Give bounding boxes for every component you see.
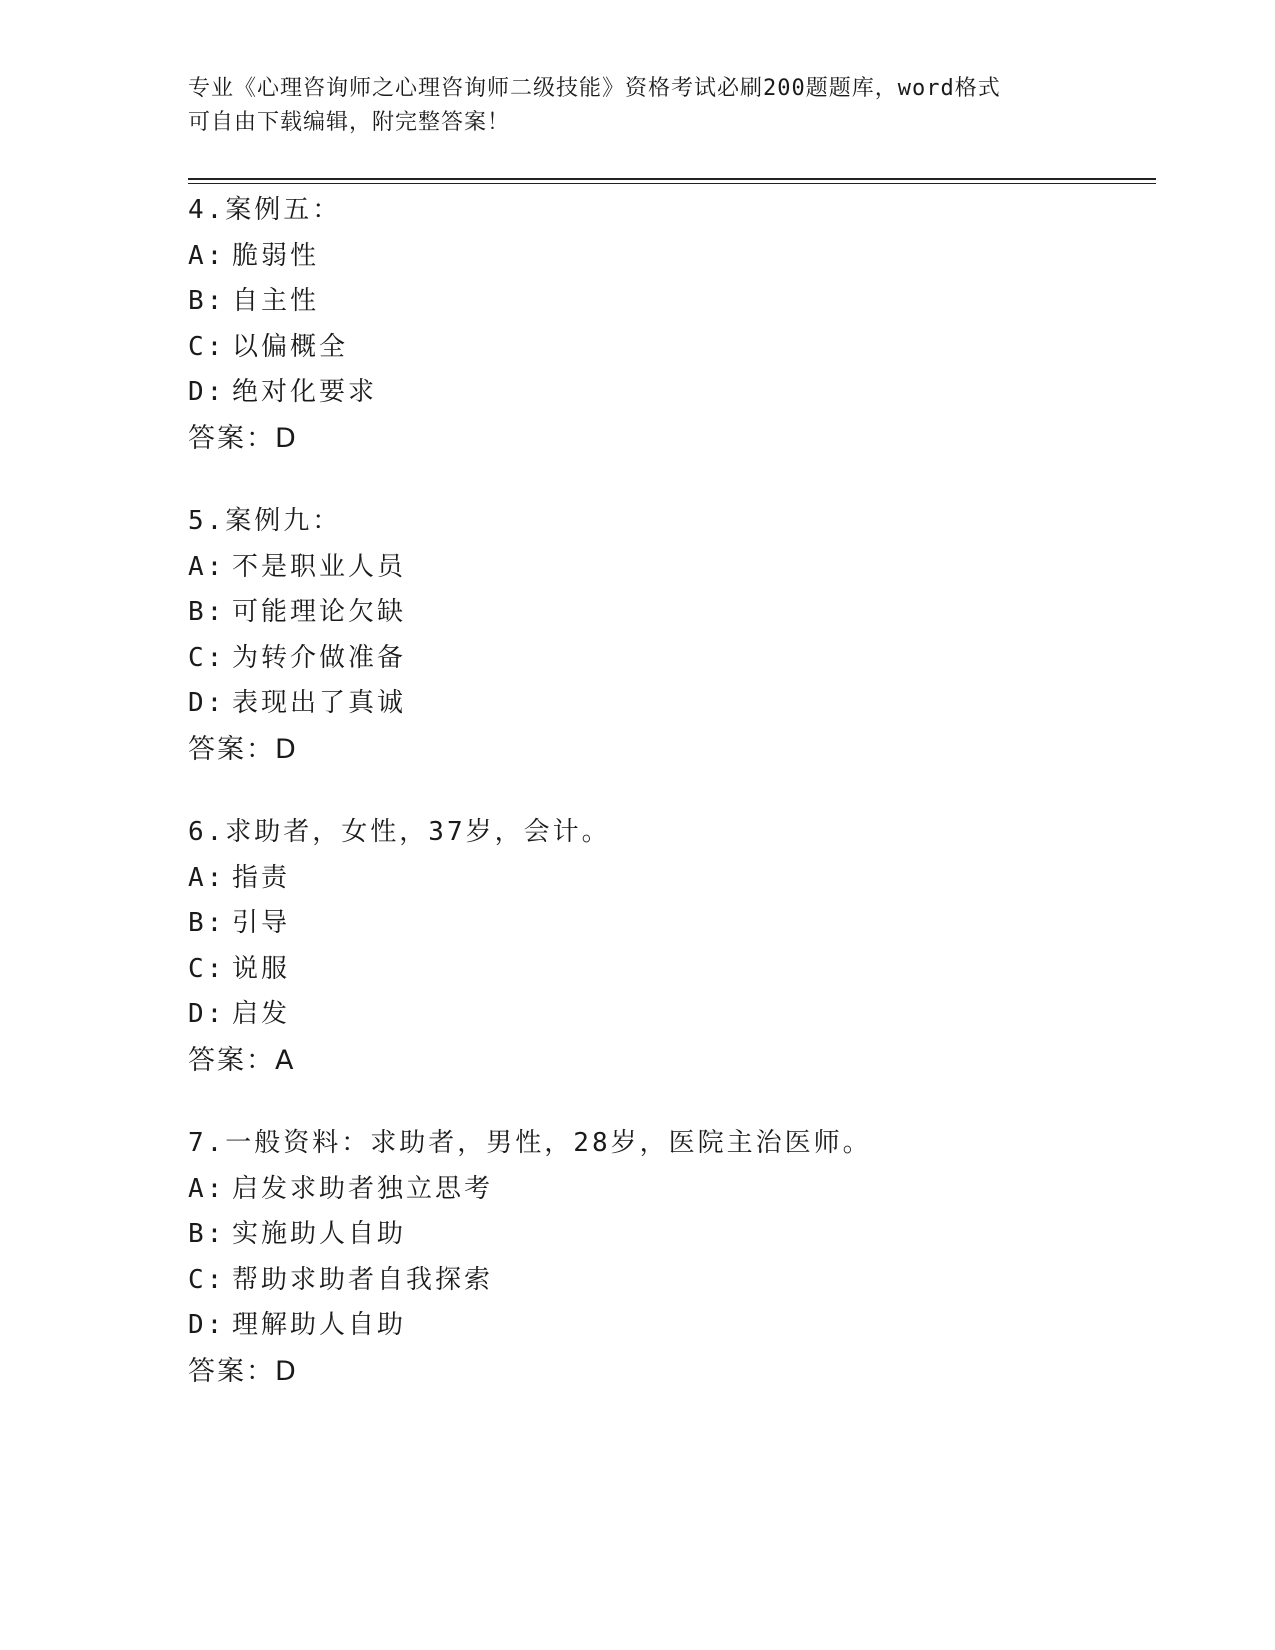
- option-letter: C:: [188, 331, 226, 362]
- option-d: [188, 992, 1148, 1038]
- answer-line: 答案：D: [188, 733, 298, 765]
- option-letter: D:: [188, 688, 226, 718]
- option-letter: A:: [188, 862, 226, 893]
- option-text: 可能理论欠缺: [232, 597, 407, 627]
- option-d: [188, 370, 1148, 416]
- option-text: 帮助求助者自我探索: [232, 1264, 494, 1295]
- option-letter: C:: [188, 953, 226, 984]
- question-item: [188, 810, 1148, 1083]
- option-c: [188, 325, 1148, 371]
- option-text: 说服: [232, 953, 291, 984]
- option-text: 引导: [232, 908, 291, 938]
- option-b: [188, 1212, 1148, 1258]
- option-letter: D:: [188, 999, 226, 1029]
- question-stem: 4.案例五：: [188, 195, 342, 225]
- option-c: [188, 636, 1148, 682]
- answer-line: 答案：A: [188, 1044, 296, 1076]
- option-text: 不是职业人员: [232, 551, 407, 582]
- option-a: [188, 545, 1148, 591]
- header-divider-thin: [188, 183, 1156, 184]
- option-a: [188, 1167, 1148, 1213]
- option-text: 启发: [232, 999, 291, 1029]
- header-line-1: 专业《心理咨询师之心理咨询师二级技能》资格考试必刷200题题库，word格式: [188, 76, 1001, 101]
- option-text: 实施助人自助: [232, 1219, 407, 1249]
- option-letter: B:: [188, 597, 226, 627]
- answer-line: 答案：D: [188, 422, 298, 454]
- document-header: [188, 72, 1088, 140]
- option-d: [188, 681, 1148, 727]
- option-letter: B:: [188, 286, 226, 316]
- option-letter: A:: [188, 551, 226, 582]
- question-stem: 6.求助者，女性，37岁，会计。: [188, 817, 611, 847]
- option-a: [188, 234, 1148, 280]
- question-item: [188, 188, 1148, 461]
- option-letter: C:: [188, 1264, 226, 1295]
- option-letter: A:: [188, 240, 226, 271]
- question-item: [188, 499, 1148, 772]
- option-text: 启发求助者独立思考: [232, 1173, 494, 1204]
- option-text: 自主性: [232, 286, 320, 316]
- option-c: [188, 947, 1148, 993]
- option-text: 为转介做准备: [232, 642, 407, 673]
- option-letter: C:: [188, 642, 226, 673]
- option-b: [188, 901, 1148, 947]
- option-letter: A:: [188, 1173, 226, 1204]
- option-letter: D:: [188, 377, 226, 407]
- option-text: 以偏概全: [232, 331, 349, 362]
- option-a: [188, 856, 1148, 902]
- option-text: 绝对化要求: [232, 377, 378, 407]
- option-letter: B:: [188, 908, 226, 938]
- question-stem: 5.案例九：: [188, 506, 342, 536]
- option-b: [188, 590, 1148, 636]
- option-letter: D:: [188, 1310, 226, 1340]
- option-text: 理解助人自助: [232, 1310, 407, 1340]
- option-b: [188, 279, 1148, 325]
- header-line-2: 可自由下载编辑，附完整答案！: [188, 110, 511, 135]
- answer-line: 答案：D: [188, 1355, 298, 1387]
- question-stem: 7.一般资料：求助者，男性，28岁，医院主治医师。: [188, 1128, 872, 1158]
- header-divider: [188, 178, 1156, 180]
- question-item: [188, 1121, 1148, 1394]
- option-d: [188, 1303, 1148, 1349]
- option-text: 脆弱性: [232, 240, 320, 271]
- option-letter: B:: [188, 1219, 226, 1249]
- option-text: 表现出了真诚: [232, 688, 407, 718]
- option-c: [188, 1258, 1148, 1304]
- question-list: [188, 188, 1148, 1432]
- option-text: 指责: [232, 862, 291, 893]
